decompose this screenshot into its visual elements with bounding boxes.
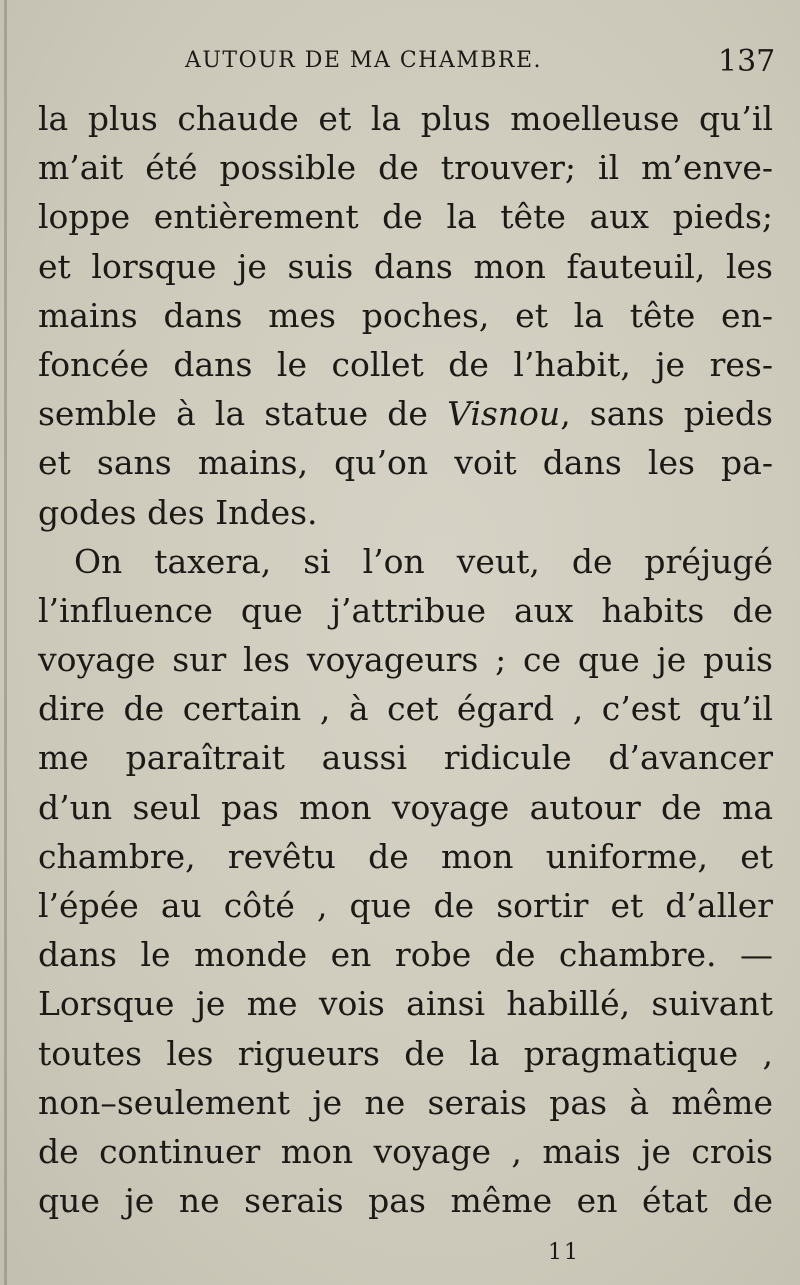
signature-mark: 11 bbox=[548, 1240, 580, 1265]
body-text bbox=[38, 94, 773, 1225]
text-line: Lorsque je me vois ainsi habillé, suivant bbox=[38, 984, 773, 1024]
text-line-paragraph-end: godes des Indes. bbox=[38, 492, 318, 532]
text-line: me paraîtrait aussi ridicule d’avancer bbox=[38, 738, 773, 778]
text-line: la plus chaude et la plus moelleuse qu’il bbox=[38, 99, 773, 138]
running-title: AUTOUR DE MA CHAMBRE. bbox=[185, 48, 543, 73]
page-number: 137 bbox=[718, 44, 776, 79]
text-line: toutes les rigueurs de la pragmatique , bbox=[38, 1033, 773, 1073]
text-line: que je ne serais pas même en état de bbox=[38, 1181, 773, 1221]
text-line: de continuer mon voyage , mais je crois bbox=[38, 1131, 773, 1171]
italic-proper-name: Visnou bbox=[447, 394, 561, 434]
text-line: et sans mains, qu’on voit dans les pa- bbox=[38, 443, 773, 483]
text-line: et lorsque je suis dans mon fauteuil, les bbox=[38, 246, 773, 286]
text-line: voyage sur les voyageurs ; ce que je puis bbox=[38, 640, 773, 680]
text-line: dans le monde en robe de chambre. — bbox=[38, 935, 773, 975]
text-line: dire de certain , à cet égard , c’est qu’il bbox=[38, 689, 773, 729]
text-line: l’épée au côté , que de sortir et d’aller bbox=[38, 886, 773, 925]
text-line: mains dans mes poches, et la tête en- bbox=[38, 295, 773, 335]
text-line: foncée dans le collet de l’habit, je res- bbox=[38, 344, 773, 384]
page-gutter-edge bbox=[4, 0, 7, 1285]
page-header bbox=[0, 44, 800, 88]
text-line-paragraph-start: On taxera, si l’on veut, de préjugé bbox=[74, 541, 773, 581]
text-line: chambre, revêtu de mon uniforme, et bbox=[38, 836, 773, 876]
text-line: loppe entièrement de la tête aux pieds; bbox=[38, 197, 773, 237]
text-line: l’influence que j’attribue aux habits de bbox=[38, 590, 773, 630]
text-line: non–seulement je ne serais pas à même bbox=[38, 1082, 773, 1122]
text-line: d’un seul pas mon voyage autour de ma bbox=[38, 787, 773, 827]
text-line: semble à la statue de Visnou, sans pieds bbox=[38, 394, 773, 434]
text-line: m’ait été possible de trouver; il m’enve- bbox=[38, 148, 773, 188]
